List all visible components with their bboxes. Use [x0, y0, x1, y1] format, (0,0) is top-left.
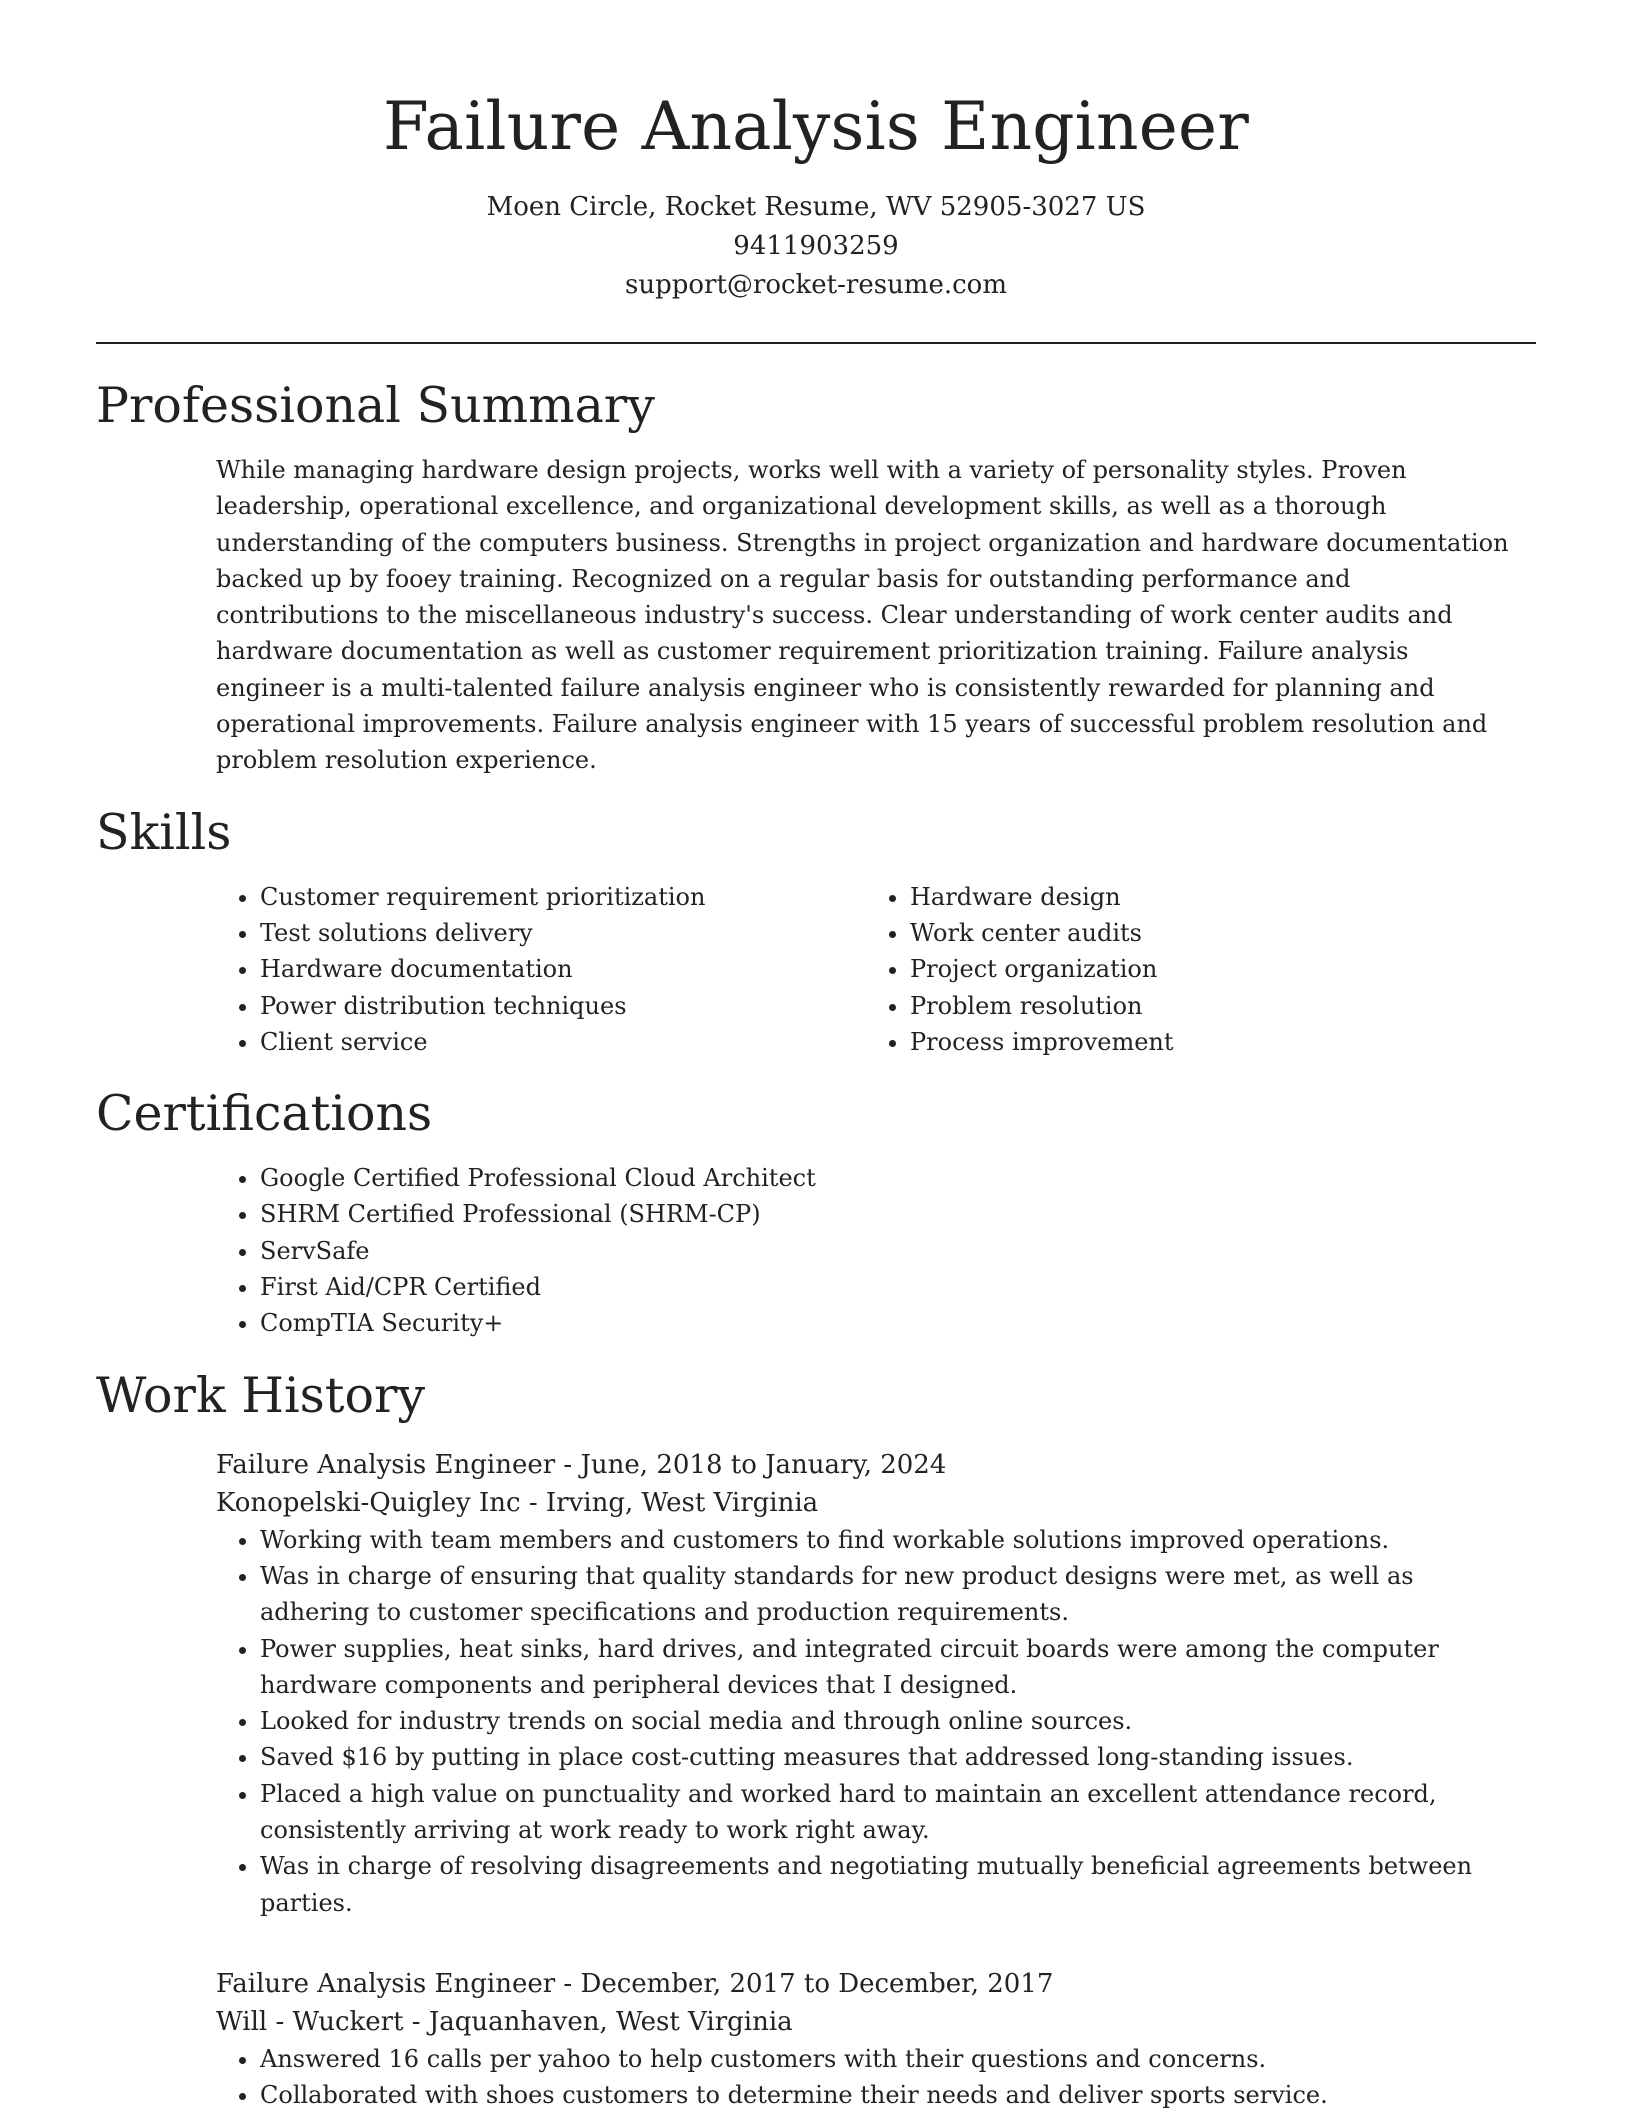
- certifications-list: [216, 1160, 1516, 1341]
- job-header: [216, 1446, 1516, 1522]
- job-bullet: • Was in charge of resolving disagreements and negotiating mutually beneficial agreements between parties.: [260, 1848, 1516, 1921]
- header-divider: [96, 342, 1536, 344]
- job-title: Failure Analysis Engineer: [216, 1968, 556, 1999]
- job-title-line: Failure Analysis Engineer - June, 2018 to January, 2024: [216, 1449, 947, 1480]
- skill-item: • Project organization: [910, 951, 1516, 987]
- certifications-bullets: [216, 1160, 1516, 1341]
- job-company-line: Konopelski-Quigley Inc - Irving, West Virginia: [216, 1487, 819, 1518]
- job-location: Jaquanhaven, West Virginia: [428, 2006, 793, 2037]
- skills-heading: Skills: [96, 803, 232, 861]
- contact-phone: 9411903259: [733, 231, 899, 261]
- skill-item: • Power distribution techniques: [260, 988, 866, 1024]
- job-company: Konopelski-Quigley Inc: [216, 1487, 521, 1518]
- job-bullet: • Placed a high value on punctuality and worked hard to maintain an excellent attendance record, consistently arriving at work ready to work right away.: [260, 1776, 1516, 1849]
- job-bullet: • Was in charge of ensuring that quality standards for new product designs were met, as well as adhering to customer specifications and production requirements.: [260, 1558, 1516, 1631]
- certification-item: • ServSafe: [260, 1233, 1516, 1269]
- job-bullet: • Collaborated with shoes customers to determine their needs and deliver sports service.: [260, 2077, 1516, 2113]
- job-title: Failure Analysis Engineer: [216, 1449, 556, 1480]
- job-entry: [216, 1446, 1516, 1921]
- job-title-line: Failure Analysis Engineer - December, 2017 to December, 2017: [216, 1968, 1054, 1999]
- skill-item: • Problem resolution: [910, 988, 1516, 1024]
- job-bullets: [216, 1522, 1516, 1921]
- job-company: Will - Wuckert: [216, 2006, 404, 2037]
- certification-item: • First Aid/CPR Certified: [260, 1269, 1516, 1305]
- skill-item: • Customer requirement prioritization: [260, 879, 866, 915]
- job-entry: [216, 1965, 1516, 2114]
- certifications-heading: Certifications: [96, 1085, 433, 1143]
- job-bullet: • Working with team members and customers to find workable solutions improved operations.: [260, 1522, 1516, 1558]
- job-bullet: • Saved $16 by putting in place cost-cutting measures that addressed long-standing issues.: [260, 1739, 1516, 1775]
- certification-item: • Google Certified Professional Cloud Architect: [260, 1160, 1516, 1196]
- skills-grid: [216, 879, 1516, 1060]
- skill-item: • Hardware design: [910, 879, 1516, 915]
- resume-header: [96, 0, 1536, 305]
- skill-item: • Client service: [260, 1024, 866, 1060]
- certification-item: • CompTIA Security+: [260, 1305, 1516, 1341]
- job-company-line: Will - Wuckert - Jaquanhaven, West Virginia: [216, 2006, 793, 2037]
- contact-block: [96, 188, 1536, 305]
- skills-column-right: [866, 879, 1516, 1060]
- skills-column-left: [216, 879, 866, 1060]
- resume-name: Failure Analysis Engineer: [383, 88, 1249, 165]
- summary-heading: Professional Summary: [96, 377, 655, 434]
- job-bullet: • Answered 16 calls per yahoo to help customers with their questions and concerns.: [260, 2041, 1516, 2077]
- skill-item: • Work center audits: [910, 915, 1516, 951]
- job-dates: December, 2017 to December, 2017: [580, 1968, 1054, 1999]
- skill-item: • Test solutions delivery: [260, 915, 866, 951]
- certification-item: • SHRM Certified Professional (SHRM-CP): [260, 1196, 1516, 1232]
- job-bullet: • Looked for industry trends on social media and through online sources.: [260, 1703, 1516, 1739]
- summary-text: While managing hardware design projects, works well with a variety of personality styles. Proven leadership, operational excellence, and organizational development skills, as well as a thorough understanding of the computers business. Strengths in project organization and hardware documentation backed up by fooey training. Recognized on a regular basis for outstanding performance and contributions to the miscellaneous industry's success. Clear understanding of work center audits and hardware documentation as well as customer requirement prioritization training. Failure analysis engineer is a multi-talented failure analysis engineer who is consistently rewarded for planning and operational improvements. Failure analysis engineer with 15 years of successful problem resolution and problem resolution experience.: [216, 456, 1509, 775]
- work-history-heading: Work History: [96, 1366, 426, 1424]
- job-location: Irving, West Virginia: [545, 1487, 819, 1518]
- skill-item: • Hardware documentation: [260, 951, 866, 987]
- contact-email: support@rocket-resume.com: [624, 270, 1007, 300]
- job-header: [216, 1965, 1516, 2041]
- job-bullets: [216, 2041, 1516, 2114]
- skill-item: • Process improvement: [910, 1024, 1516, 1060]
- job-bullet: • Power supplies, heat sinks, hard drives, and integrated circuit boards were among the computer hardware components and peripheral devices that I designed.: [260, 1631, 1516, 1704]
- resume-page: [96, 0, 1536, 2114]
- job-dates: June, 2018 to January, 2024: [580, 1449, 947, 1480]
- contact-address: Moen Circle, Rocket Resume, WV 52905-3027 US: [486, 192, 1146, 222]
